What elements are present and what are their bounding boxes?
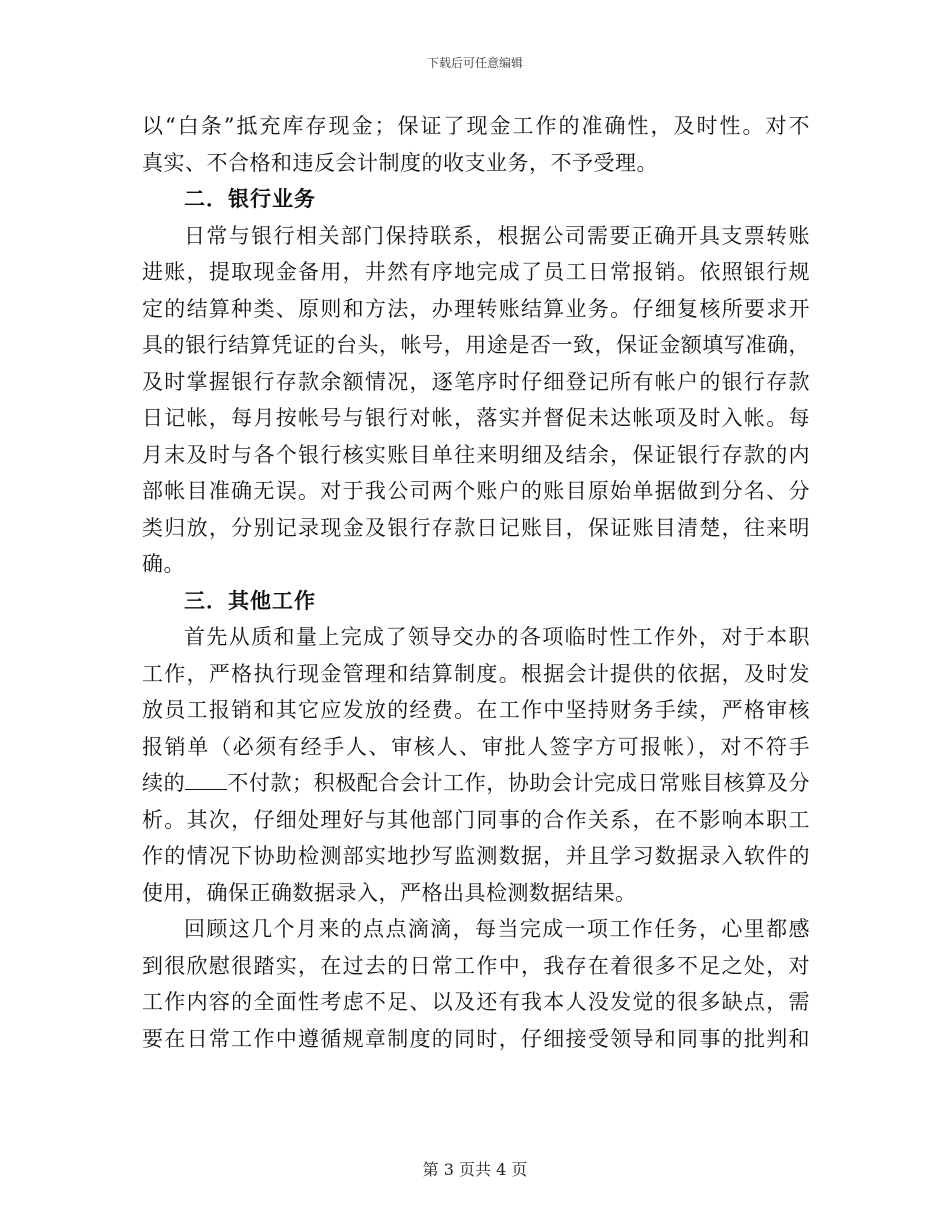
body-line: 要在日常工作中遵循规章制度的同时，仔细接受领导和同事的批判和: [142, 1026, 810, 1051]
page-footer: 第 3 页共 4 页: [422, 1160, 528, 1179]
body-line: 部帐目准确无误。对于我公司两个账户的账目原始单据做到分名、分: [142, 479, 810, 503]
body-line: 具的银行结算凭证的台头，帐号，用途是否一致，保证金额填写准确，: [142, 333, 810, 357]
body-line: 首先从质和量上完成了领导交办的各项临时性工作外，对于本职: [184, 625, 810, 649]
body-line: 以“白条”抵充库存现金；保证了现金工作的准确性，及时性。对不: [142, 114, 810, 138]
body-line-with-blank: [142, 765, 810, 802]
body-line: 类归放，分别记录现金及银行存款日记账目，保证账目清楚，往来明: [142, 515, 810, 540]
page-header: 下载后可任意编辑: [426, 56, 523, 70]
body-line: 定的结算种类、原则和方法，办理转账结算业务。仔细复核所要求开: [142, 296, 810, 321]
section-heading-other: 三．其他工作: [184, 587, 316, 613]
body-line: 回顾这几个月来的点点滴滴，每当完成一项工作任务，心里都感: [184, 917, 810, 941]
body-line: 确。: [142, 552, 185, 576]
body-line: 真实、不合格和违反会计制度的收支业务，不予受理。: [142, 150, 658, 175]
body-line: 进账，提取现金备用，井然有序地完成了员工日常报销。依照银行规: [142, 260, 810, 284]
body-line: 析。其次，仔细处理好与其他部门同事的合作关系，在不影响本职工: [142, 807, 810, 832]
body-line: 放员工报销和其它应发放的经费。在工作中坚持财务手续，严格审核: [142, 698, 810, 722]
body-line: 工作内容的全面性考虑不足、以及还有我本人没发觉的很多缺点，需: [142, 990, 810, 1014]
body-line: 及时掌握银行存款余额情况，逐笔序时仔细登记所有帐户的银行存款: [142, 369, 810, 394]
section-heading-bank: 二．银行业务: [184, 186, 316, 211]
fill-in-blank: [185, 771, 227, 790]
body-line: 使用，确保正确数据录入，严格出具检测数据结果。: [142, 880, 637, 905]
text-before-blank: 续的: [142, 771, 186, 795]
text-after-blank: 不付款；积极配合会计工作，协助会计完成日常账目核算及分: [227, 771, 811, 795]
body-line: 工作，严格执行现金管理和结算制度。根据会计提供的依据，及时发: [142, 661, 810, 686]
body-line: 日常与银行相关部门保持联系，根据公司需要正确开具支票转账: [184, 223, 810, 248]
document-body: [142, 108, 810, 1057]
body-line: 报销单（必须有经手人、审核人、审批人签字方可报帐），对不符手: [142, 734, 810, 759]
body-line: 作的情况下协助检测部实地抄写监测数据，并且学习数据录入软件的: [142, 844, 810, 868]
body-line: 月末及时与各个银行核实账目单往来明细及结余，保证银行存款的内: [142, 442, 810, 467]
body-line: 到很欣慰很踏实，在过去的日常工作中，我存在着很多不足之处，对: [142, 953, 810, 978]
body-line: 日记帐，每月按帐号与银行对帐，落实并督促未达帐项及时入帐。每: [142, 406, 810, 430]
